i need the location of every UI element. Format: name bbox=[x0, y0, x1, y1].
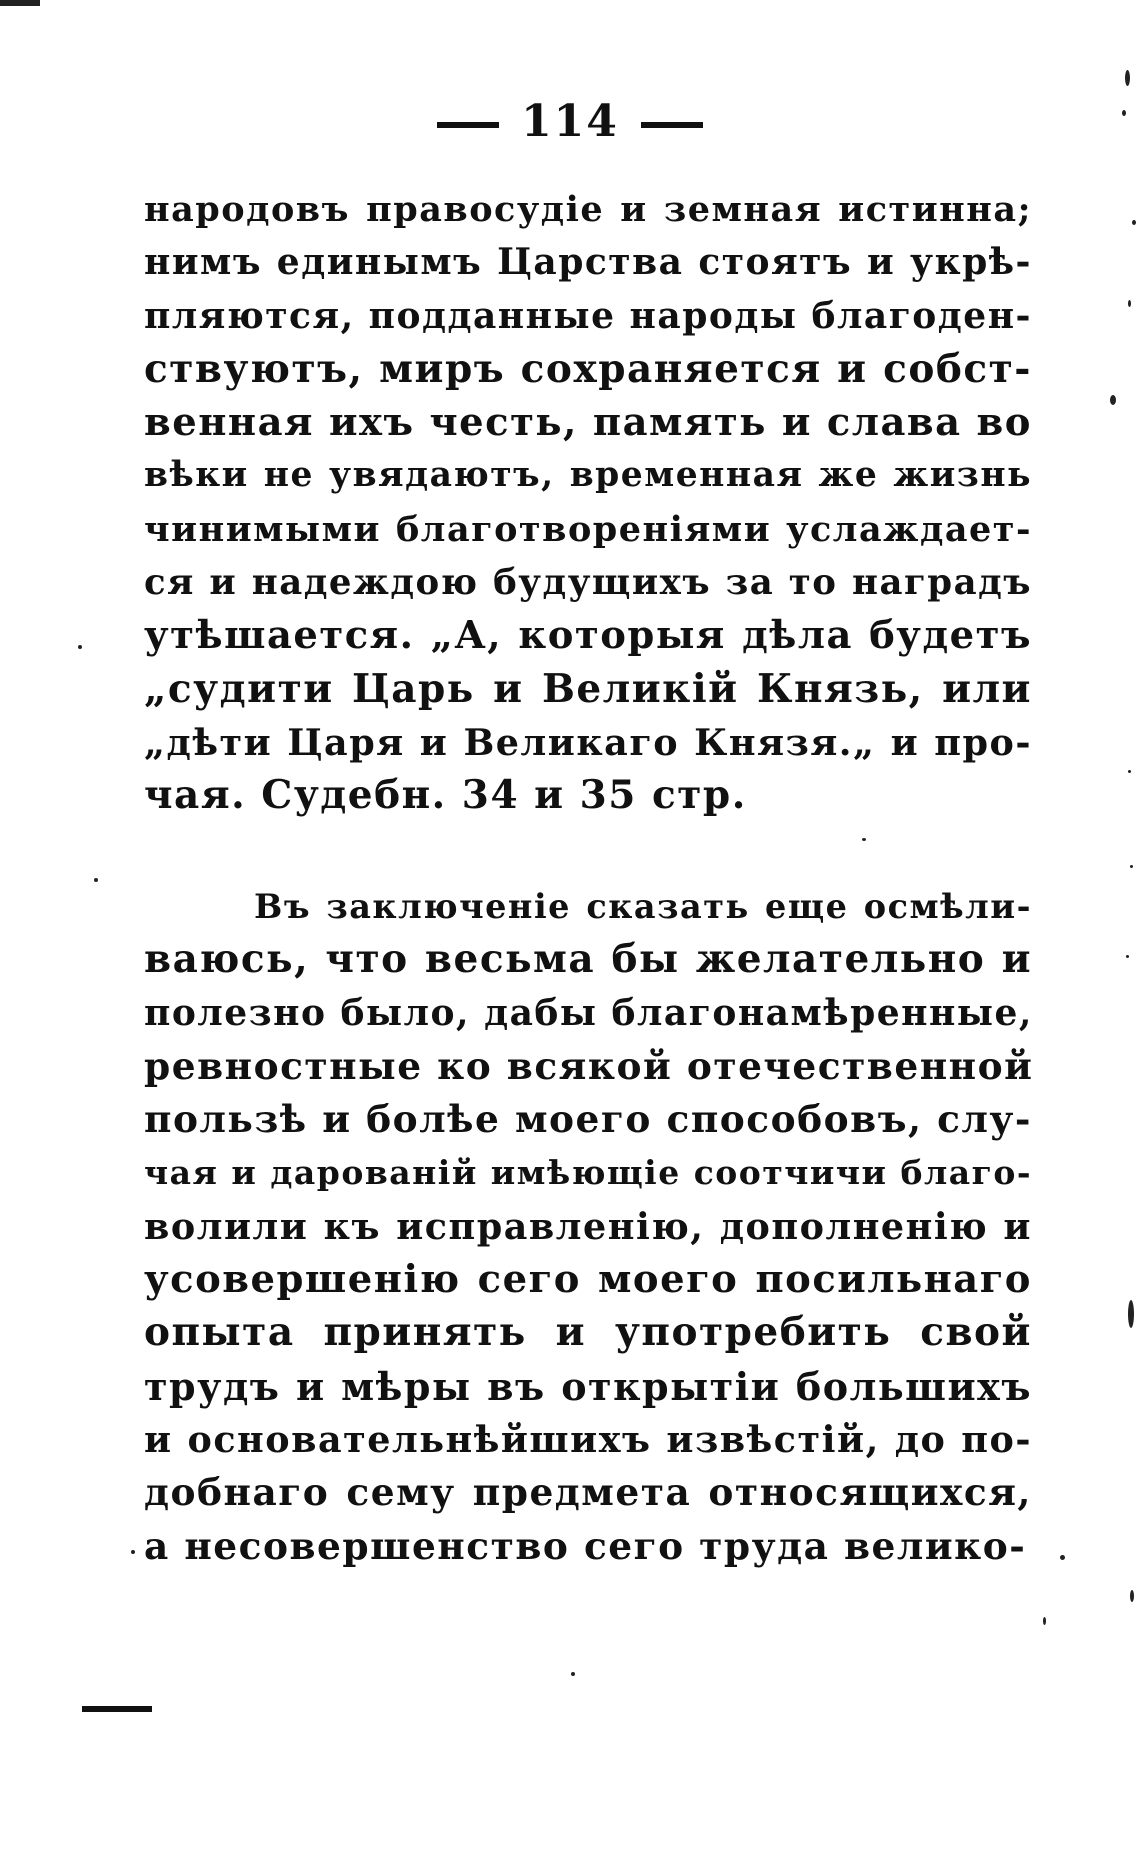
header-dash-left bbox=[437, 122, 499, 128]
scan-artifact bbox=[0, 0, 40, 6]
text-line: венная ихъ честь, память и слава во bbox=[144, 400, 1032, 446]
text-line: утѣшается. „А, которыя дѣла будетъ bbox=[144, 613, 1032, 659]
speck bbox=[1128, 300, 1131, 307]
text-line: трудъ и мѣры въ открытіи большихъ bbox=[144, 1363, 1032, 1409]
speck bbox=[1122, 110, 1126, 116]
speck bbox=[1130, 1590, 1134, 1602]
text-line: чинимыми благотвореніями услаждает- bbox=[144, 508, 1032, 550]
speck bbox=[1043, 1617, 1046, 1625]
speck bbox=[1110, 395, 1116, 405]
text-line: нимъ единымъ Царства стоятъ и укрѣ- bbox=[144, 241, 1032, 284]
speck bbox=[1132, 220, 1136, 225]
text-line: чая. Судебн. 34 и 35 стр. bbox=[144, 772, 747, 819]
paragraph-1 bbox=[144, 183, 1032, 823]
speck bbox=[571, 1672, 575, 1676]
text-line: пользѣ и болѣе моего способовъ, слу- bbox=[144, 1097, 1032, 1142]
text-line: опыта принять и употребить свой bbox=[144, 1309, 1032, 1356]
text-line: добнаго сему предмета относящихся, bbox=[144, 1470, 1032, 1515]
header-dash-right bbox=[641, 122, 703, 128]
text-line: Въ заключеніе сказать еще осмѣли- bbox=[254, 887, 1032, 926]
text-line: усовершенію сего моего посильнаго bbox=[144, 1257, 1032, 1303]
speck bbox=[1060, 1555, 1065, 1560]
speck bbox=[1128, 1300, 1134, 1328]
text-line: пляются, подданные народы благоден- bbox=[144, 294, 1032, 337]
text-line: полезно было, дабы благонамѣренные, bbox=[144, 991, 1033, 1034]
text-line: ваюсь, что весьма бы желательно и bbox=[144, 936, 1032, 983]
ink-stroke bbox=[82, 1706, 152, 1712]
text-line: вѣки не увядаютъ, временная же жизнь bbox=[144, 455, 1032, 496]
speck bbox=[1128, 770, 1131, 773]
text-line: чая и дарованій имѣющіе соотчичи благо- bbox=[144, 1153, 1033, 1193]
speck bbox=[1125, 70, 1130, 86]
text-line: и основательнѣйшихъ извѣстій, до по- bbox=[144, 1417, 1032, 1461]
speck bbox=[862, 838, 866, 841]
speck bbox=[1126, 955, 1129, 958]
speck bbox=[78, 645, 82, 649]
text-line: „судити Царь и Великій Князь, или bbox=[144, 665, 1032, 712]
page-header bbox=[0, 92, 1140, 152]
text-line: ствуютъ, миръ сохраняется и собст- bbox=[144, 345, 1032, 392]
text-line: ревностные ко всякой отечественной bbox=[144, 1043, 1034, 1088]
text-line: а несовершенство сего труда велико- bbox=[144, 1523, 1027, 1568]
speck bbox=[131, 1550, 135, 1554]
text-line: волили къ исправленію, дополненію и bbox=[144, 1204, 1032, 1248]
paragraph-2 bbox=[144, 880, 1032, 1573]
text-line: народовъ правосудіе и земная истинна; bbox=[144, 189, 1032, 230]
speck bbox=[1130, 865, 1133, 868]
text-line: „дѣти Царя и Великаго Князя.„ и про- bbox=[144, 720, 1032, 764]
page-number: 114 bbox=[521, 96, 619, 147]
speck bbox=[94, 878, 98, 882]
text-line: ся и надеждою будущихъ за то наградъ bbox=[144, 562, 1032, 604]
